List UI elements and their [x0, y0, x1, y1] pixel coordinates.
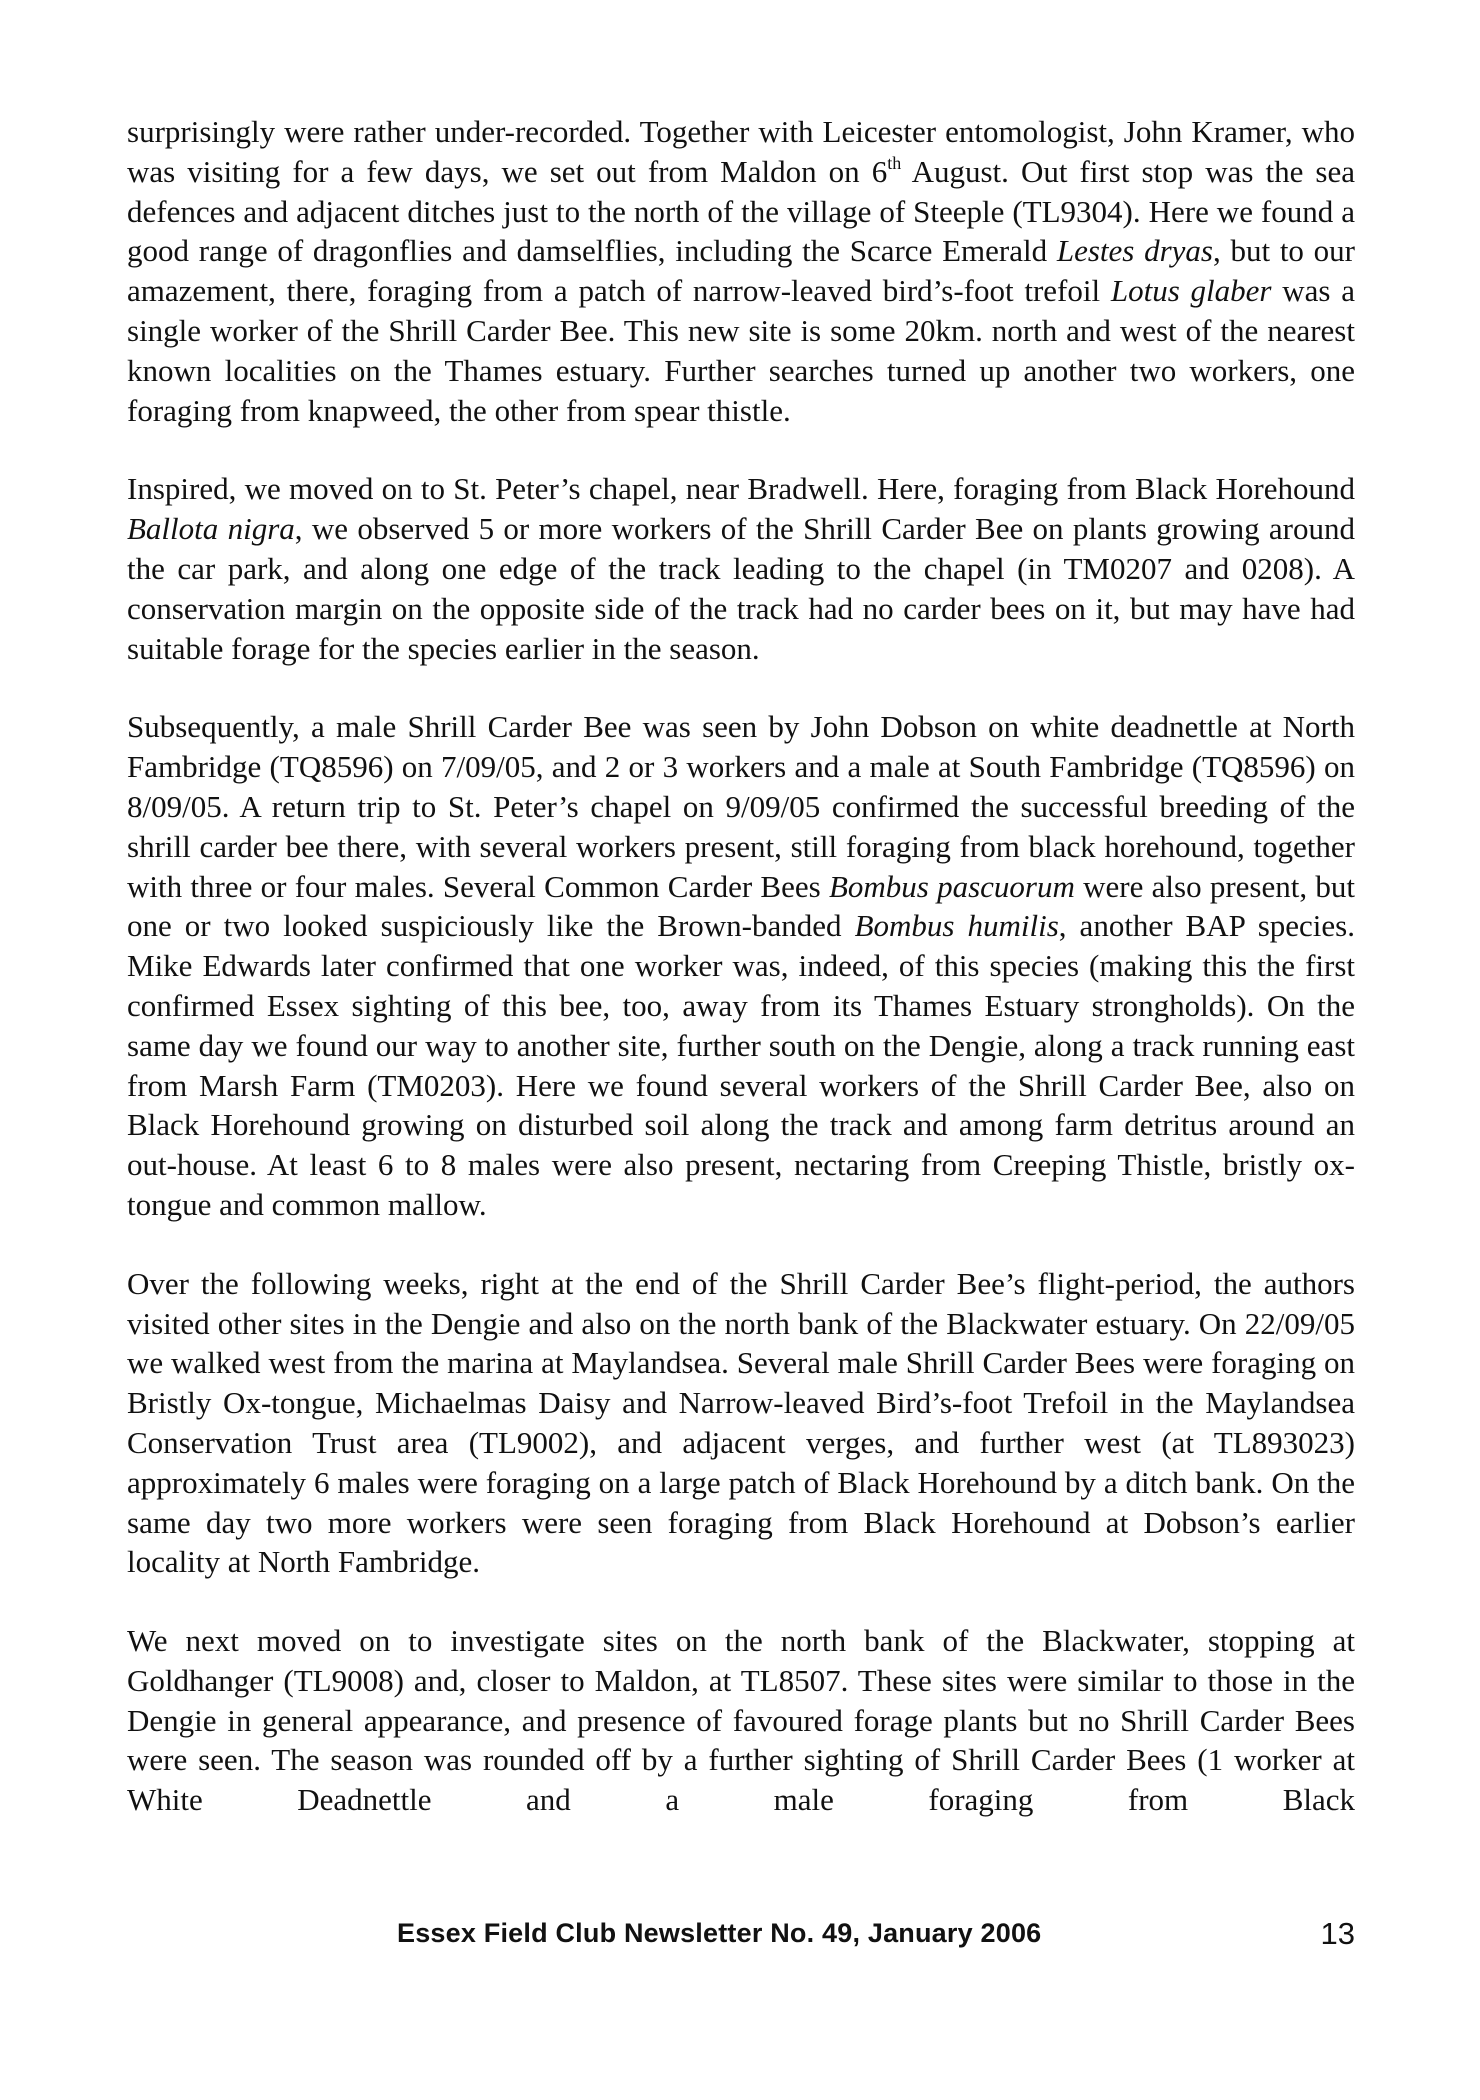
text-run: We next moved on to investigate sites on the north bank of the Blackwater, stopping at Goldhanger (TL9008) and, closer to Maldon, at TL8507. These sites were similar to those in the Dengie in general appearance, and presence of favoured forage plants but no Shrill Carder Bees were seen. The season was rounded off by a further sighting of Shrill Carder Bees (1 worker at White Deadnettle and a male foraging from Black [127, 1623, 1355, 1818]
newsletter-title: Essex Field Club Newsletter No. 49, January 2006 [397, 1918, 1042, 1948]
species-name: Ballota nigra [127, 511, 295, 547]
text-run: Over the following weeks, right at the end of the Shrill Carder Bee’s flight-period, the authors visited other sites in the Dengie and also on the north bank of the Blackwater estuary. On 22/09/05 we walked west from the marina at Maylandsea. Several male Shrill Carder Bees were foraging on Bristly Ox-tongue, Michaelmas Daisy and Narrow-leaved Bird’s-foot Trefoil in the Maylandsea Conservation Trust area (TL9002), and adjacent verges, and further west (at TL893023) approximately 6 males were foraging on a large patch of Black Horehound by a ditch bank. On the same day two more workers were seen foraging from Black Horehound at Dobson’s earlier locality at North Fambridge. [127, 1265, 1355, 1580]
text-run: , another BAP species. Mike Edwards later confirmed that one worker was, indeed, of this species (making this the first confirmed Essex sighting of this bee, too, away from its Thames Estuary strongholds). On the same day we found our way to another site, further south on the Dengie, along a track running east from Marsh Farm (TM0203). Here we found several workers of the Shrill Carder Bee, also on Black Horehound growing on disturbed soil along the track and among farm detritus around an out-house. At least 6 to 8 males were also present, nectaring from Creeping Thistle, bristly ox-tongue and common mallow. [127, 908, 1355, 1222]
text-run: surprisingly were rather under-recorded. Together with Leicester entomologist, John Kramer, who was visiting for a few days, we set out from Maldon on 6 [127, 114, 1355, 189]
text-run: were also present, but one or two looked suspiciously like the Brown-banded [127, 868, 1355, 944]
text-run: , we observed 5 or more workers of the Shrill Carder Bee on plants growing around the car park, and along one edge of the track leading to the chapel (in TM0207 and 0208). A conservation margin on the opposite side of the track had no carder bees on it, but may have had suitable forage for the species earlier in the season. [127, 511, 1355, 666]
paragraph [127, 707, 1355, 1224]
article-body [127, 112, 1355, 1820]
page-footer [127, 1918, 1355, 1958]
text-run: Inspired, we moved on to St. Peter’s chapel, near Bradwell. Here, foraging from Black Horehound [127, 471, 1355, 507]
text-run: August. Out first stop was the sea defences and adjacent ditches just to the north of the village of Steeple (TL9304). Here we found a good range of dragonflies and damselflies, including the Scarce Emerald [127, 153, 1355, 269]
species-name: Bombus humilis [854, 908, 1059, 944]
paragraph [127, 469, 1355, 668]
superscript: th [887, 152, 902, 173]
species-name: Lestes dryas [1056, 233, 1213, 269]
paragraph [127, 1621, 1355, 1820]
species-name: Lotus glaber [1110, 273, 1272, 309]
species-name: Bombus pascuorum [828, 868, 1075, 904]
paragraph [127, 1264, 1355, 1582]
paragraph [127, 112, 1355, 430]
text-run: , but to our amazement, there, foraging from a patch of narrow-leaved bird’s-foot trefoil [127, 233, 1355, 309]
page-number: 13 [1320, 1916, 1355, 1951]
text-run: was a single worker of the Shrill Carder Bee. This new site is some 20km. north and west of the nearest known localities on the Thames estuary. Further searches turned up another two workers, one foraging from knapweed, the other from spear thistle. [127, 273, 1355, 428]
text-run: Subsequently, a male Shrill Carder Bee was seen by John Dobson on white deadnettle at North Fambridge (TQ8596) on 7/09/05, and 2 or 3 workers and a male at South Fambridge (TQ8596) on 8/09/05. A return trip to St. Peter’s chapel on 9/09/05 confirmed the successful breeding of the shrill carder bee there, with several workers present, still foraging from black horehound, together with three or four males. Several Common Carder Bees [127, 709, 1355, 904]
